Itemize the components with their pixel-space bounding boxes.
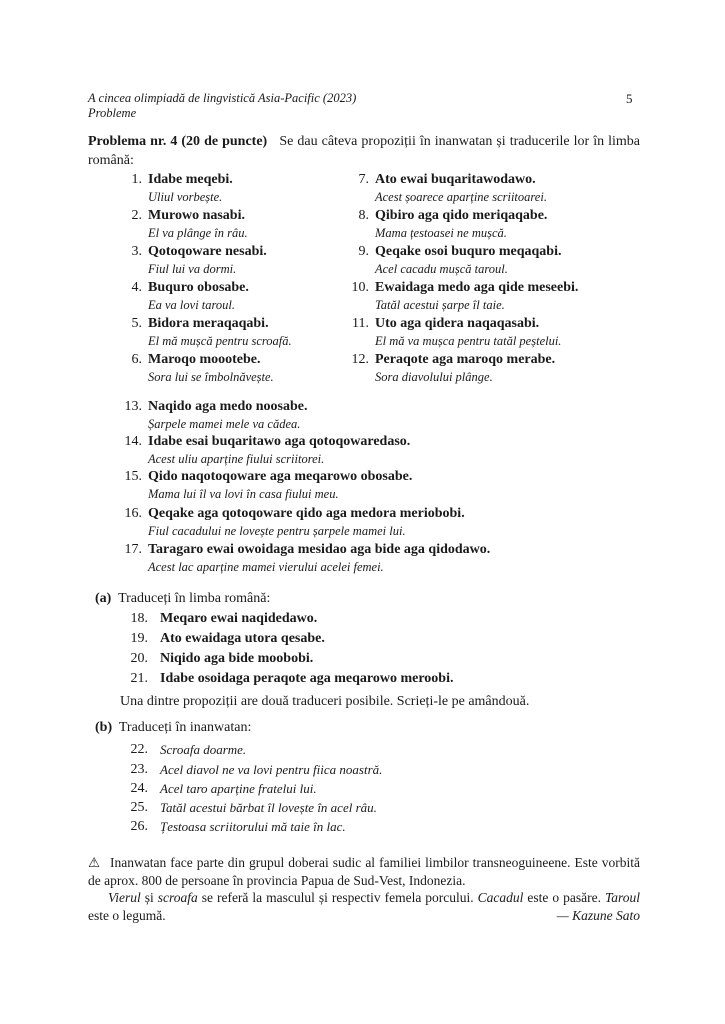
item-number: 14. — [124, 434, 142, 449]
page-number: 5 — [626, 91, 633, 106]
item-number: 17. — [124, 542, 142, 557]
item-number: 19. — [130, 631, 148, 646]
item-number: 13. — [124, 399, 142, 414]
item-number: 1. — [131, 172, 142, 187]
item-number: 4. — [131, 280, 142, 295]
term-taroul: Taroul — [604, 890, 640, 905]
item-sentence: Acel diavol ne va lovi pentru fiica noastră. — [160, 762, 383, 777]
item-sentence: Buquro obosabe. — [148, 280, 249, 295]
footnote-text-1: Inanwatan face parte din grupul doberai sudic al familiei limbilor transneoguineene. Este vorbită de aprox. 800 de persoane în provincia Papua de Sud-Vest, Indonezia. — [88, 855, 640, 888]
item-translation: Sora lui se îmbolnăvește. — [148, 370, 274, 384]
item-sentence: Uto aga qidera naqaqasabi. — [375, 316, 540, 331]
list-item — [131, 171, 233, 205]
warning-icon: ⚠ — [88, 855, 101, 870]
item-sentence: Peraqote aga maroqo merabe. — [375, 352, 556, 367]
part-b-label: (b) — [95, 720, 113, 735]
item-sentence: Ato ewai buqaritawodawo. — [375, 172, 536, 187]
item-translation: El mă mușcă pentru scroafă. — [148, 334, 292, 348]
item-sentence: Niqido aga bide moobobi. — [160, 651, 314, 666]
item-sentence: Meqaro ewai naqidedawo. — [160, 611, 318, 626]
list-item — [131, 207, 248, 241]
item-number: 23. — [130, 762, 148, 777]
item-number: 15. — [124, 469, 142, 484]
item-translation: Acest șoarece aparține scriitoarei. — [375, 190, 547, 204]
item-sentence: Qido naqotoqoware aga meqarowo obosabe. — [148, 469, 413, 484]
item-sentence: Țestoasa scriitorului mă taie în lac. — [160, 819, 346, 834]
item-translation: Sora diavolului plânge. — [375, 370, 493, 384]
list-item — [130, 799, 377, 817]
part-b-instruction: Traduceți în inanwatan: — [118, 720, 252, 735]
term-scroafa: scroafa — [157, 890, 198, 905]
item-sentence: Idabe meqebi. — [148, 172, 233, 187]
item-sentence: Qeqake aga qotoqoware qido aga medora meriobobi. — [148, 506, 465, 521]
item-translation: Fiul cacadului ne lovește pentru șarpele mamei lui. — [148, 524, 406, 538]
list-item — [131, 315, 292, 349]
list-item — [358, 171, 547, 205]
item-sentence: Maroqo moootebe. — [148, 352, 261, 367]
item-number: 16. — [124, 506, 142, 521]
item-translation: Acest uliu aparține fiului scriitorei. — [148, 452, 325, 466]
item-number: 21. — [130, 671, 148, 686]
part-a-heading — [95, 590, 270, 607]
item-number: 11. — [352, 316, 369, 331]
item-translation: Acel cacadu mușcă taroul. — [375, 262, 508, 276]
list-item — [130, 630, 325, 647]
item-sentence: Ato ewaidaga utora qesabe. — [160, 631, 325, 646]
author-signature: — Kazune Sato — [556, 907, 640, 923]
term-vierul: Vierul — [108, 890, 141, 905]
item-translation: Șarpele mamei mele va cădea. — [148, 417, 301, 431]
problem-heading: Problema nr. 4 (20 de puncte) — [88, 134, 268, 149]
list-item — [358, 207, 548, 241]
footnote-text: este o legumă. — [88, 907, 166, 923]
item-number: 7. — [358, 172, 369, 187]
item-number: 2. — [131, 208, 142, 223]
list-item — [130, 741, 247, 759]
item-sentence: Idabe osoidaga peraqote aga meqarowo meroobi. — [160, 671, 454, 686]
problem-intro-text: Se dau câteva propoziții în inanwatan și traducerile lor în limba română: — [88, 134, 641, 168]
list-item — [131, 279, 249, 313]
part-a-note: Una dintre propoziții are două traduceri posibile. Scrieți-le pe amândouă. — [120, 694, 530, 709]
item-number: 26. — [130, 819, 148, 834]
list-item — [124, 505, 465, 539]
item-sentence: Idabe esai buqaritawo aga qotoqowaredaso. — [148, 434, 411, 449]
item-sentence: Bidora meraqaqabi. — [148, 316, 269, 331]
item-translation: Fiul lui va dormi. — [148, 262, 237, 276]
item-number: 12. — [351, 352, 369, 367]
item-sentence: Qotoqoware nesabi. — [148, 244, 267, 259]
list-item — [131, 351, 274, 385]
item-number: 18. — [130, 611, 148, 626]
item-number: 24. — [130, 781, 148, 796]
item-number: 8. — [358, 208, 369, 223]
list-item — [130, 610, 318, 627]
footnote — [88, 854, 640, 924]
item-number: 6. — [131, 352, 142, 367]
list-item — [124, 541, 491, 575]
list-item — [130, 650, 314, 667]
item-number: 22. — [130, 742, 148, 757]
item-sentence: Naqido aga medo noosabe. — [148, 399, 308, 414]
item-sentence: Murowo nasabi. — [148, 208, 245, 223]
footnote-text: este o pasăre. — [523, 890, 605, 905]
list-item — [124, 398, 308, 432]
part-a-label: (a) — [95, 591, 112, 606]
footnote-text: se referă la masculul și respectiv femela porcului. — [197, 890, 478, 905]
list-item — [130, 818, 346, 836]
item-number: 20. — [130, 651, 148, 666]
header-title: A cincea olimpiadă de lingvistică Asia-Pacific (2023) — [88, 91, 357, 105]
term-cacadul: Cacadul — [477, 890, 524, 905]
item-sentence: Tatăl acestui bărbat îl lovește în acel râu. — [160, 800, 377, 815]
list-item — [351, 351, 556, 385]
item-number: 25. — [130, 800, 148, 815]
item-number: 5. — [131, 316, 142, 331]
item-translation: Ea va lovi taroul. — [148, 298, 236, 312]
list-item — [130, 780, 317, 798]
list-item — [131, 243, 267, 277]
item-translation: Mama lui îl va lovi în casa fiului meu. — [148, 487, 339, 501]
item-sentence: Taragaro ewai owoidaga mesidao aga bide aga qidodawo. — [148, 542, 491, 557]
item-translation: Tatăl acestui șarpe îl taie. — [375, 298, 505, 312]
problem-intro — [88, 132, 640, 170]
running-header — [88, 91, 356, 121]
list-item — [352, 315, 562, 349]
list-item — [351, 279, 579, 313]
part-a-instruction: Traduceți în limba română: — [118, 591, 271, 606]
item-translation: Acest lac aparține mamei vierului acelei femei. — [148, 560, 384, 574]
item-number: 10. — [351, 280, 369, 295]
item-sentence: Ewaidaga medo aga qide meseebi. — [375, 280, 579, 295]
item-translation: El va plânge în râu. — [148, 226, 248, 240]
item-sentence: Acel taro aparține fratelui lui. — [160, 781, 317, 796]
item-translation: Uliul vorbește. — [148, 190, 223, 204]
item-translation: El mă va mușca pentru tatăl peștelui. — [375, 334, 562, 348]
list-item — [130, 670, 454, 687]
item-sentence: Qeqake osoi buquro meqaqabi. — [375, 244, 562, 259]
footnote-paragraph — [88, 889, 640, 924]
item-number: 3. — [131, 244, 142, 259]
list-item — [124, 468, 413, 502]
list-item — [358, 243, 562, 277]
footnote-paragraph — [88, 854, 640, 889]
item-sentence: Scroafa doarme. — [160, 742, 247, 757]
header-subtitle: Probleme — [88, 106, 137, 120]
item-translation: Mama țestoasei ne mușcă. — [375, 226, 507, 240]
footnote-text: și — [140, 890, 158, 905]
item-sentence: Qibiro aga qido meriqaqabe. — [375, 208, 548, 223]
list-item — [130, 761, 383, 779]
part-b-heading — [95, 719, 251, 736]
item-number: 9. — [358, 244, 369, 259]
list-item — [124, 433, 411, 467]
